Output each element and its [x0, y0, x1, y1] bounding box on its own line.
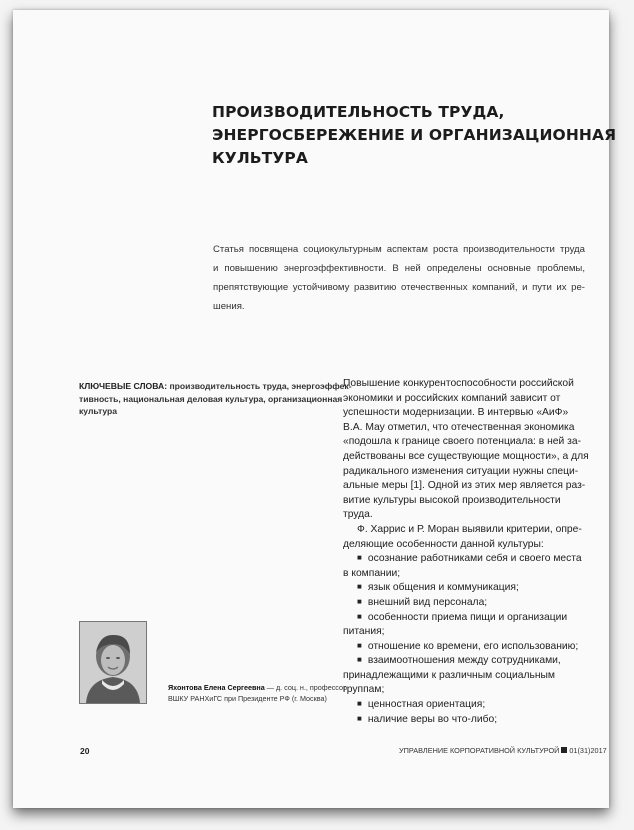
author-degree: — д. соц. н., профессор [264, 683, 347, 692]
bullet-continuation: принадлежащими к различным социальным [343, 669, 555, 681]
keywords-text: производительность труда, энергоэффек- [169, 381, 352, 391]
body-line: В.А. Мау отметил, что отечественная экономика [343, 421, 575, 433]
title-line: КУЛЬТУРА [212, 149, 308, 167]
bullet-item: ■ особенности приема пищи и организации [343, 611, 593, 626]
keywords-text: культура [79, 406, 118, 416]
abstract-line: шения. [213, 301, 245, 312]
bullet-item: ■ наличие веры во что-либо; [343, 713, 593, 728]
bullet-continuation: группам; [343, 684, 385, 696]
author-info [168, 682, 368, 704]
author-line [168, 682, 368, 693]
body-line: успешности модернизации. В интервью «АиФ» [343, 407, 569, 419]
bullet-item: ■ язык общения и коммуникация; [343, 581, 593, 596]
keywords-heading: КЛЮЧЕВЫЕ СЛОВА: [79, 381, 168, 391]
body-line: экономики и российских компаний зависит от [343, 392, 561, 404]
body-line: труда. [343, 509, 373, 521]
bullet-item: ■ внешний вид персонала; [343, 596, 593, 611]
bullet-item: ■ осознание работниками себя и своего места [343, 552, 593, 567]
bullet-item: ■ ценностная ориентация; [343, 698, 593, 713]
article-title [212, 101, 617, 170]
bullet-continuation: в компании; [343, 567, 401, 579]
journal-name: УПРАВЛЕНИЕ КОРПОРАТИВНОЙ КУЛЬТУРОЙ [399, 746, 560, 755]
abstract-line: Статья посвящена социокультурным аспектам роста производительности труда [213, 244, 585, 255]
keywords-line [79, 380, 352, 393]
body-line: действованы все существующие мощности», а для [343, 450, 589, 462]
square-separator-icon [561, 747, 567, 753]
body-line: альные меры [1]. Одной из этих мер является раз- [343, 480, 586, 492]
body-line: деляющие особенности данной культуры: [343, 538, 544, 550]
author-photo [79, 621, 147, 704]
author-portrait-image [80, 622, 146, 703]
abstract-line: препятствующие устойчивому развитию отечественных компаний, и пути их ре- [213, 282, 585, 293]
title-line: ПРОИЗВОДИТЕЛЬНОСТЬ ТРУДА, [212, 103, 505, 121]
bullet-item: ■ отношение ко времени, его использованию; [343, 640, 593, 655]
body-line: Ф. Харрис и Р. Моран выявили критерии, опре- [357, 523, 582, 535]
journal-page [13, 10, 617, 808]
bullet-item: ■ взаимоотношения между сотрудниками, [343, 654, 593, 669]
abstract-line: и повышению энергоэффективности. В ней определены основные проблемы, [213, 263, 585, 274]
body-line: витие культуры высокой производительности [343, 494, 561, 506]
body-line: Повышение конкурентоспособности российской [343, 378, 574, 389]
page-number: 20 [80, 746, 90, 756]
keywords-block [79, 380, 352, 418]
body-line: «подошла к границе своего потенциала: в ней за- [343, 436, 582, 448]
title-line: ЭНЕРГОСБЕРЕЖЕНИЕ И ОРГАНИЗАЦИОННАЯ [212, 126, 617, 144]
article-body [343, 377, 593, 727]
author-name: Яхонтова Елена Сергеевна [168, 683, 265, 692]
journal-issue: 01(31)2017 [569, 746, 607, 755]
keywords-text: тивность, национальная деловая культура, организационная [79, 393, 343, 404]
bullet-continuation: питания; [343, 626, 385, 638]
author-affiliation: ВШКУ РАНХиГС при Президенте РФ (г. Москва) [168, 694, 327, 703]
body-line: радикального изменения ситуации нужны специ- [343, 465, 579, 477]
article-abstract [213, 240, 585, 316]
journal-footer [399, 746, 607, 755]
